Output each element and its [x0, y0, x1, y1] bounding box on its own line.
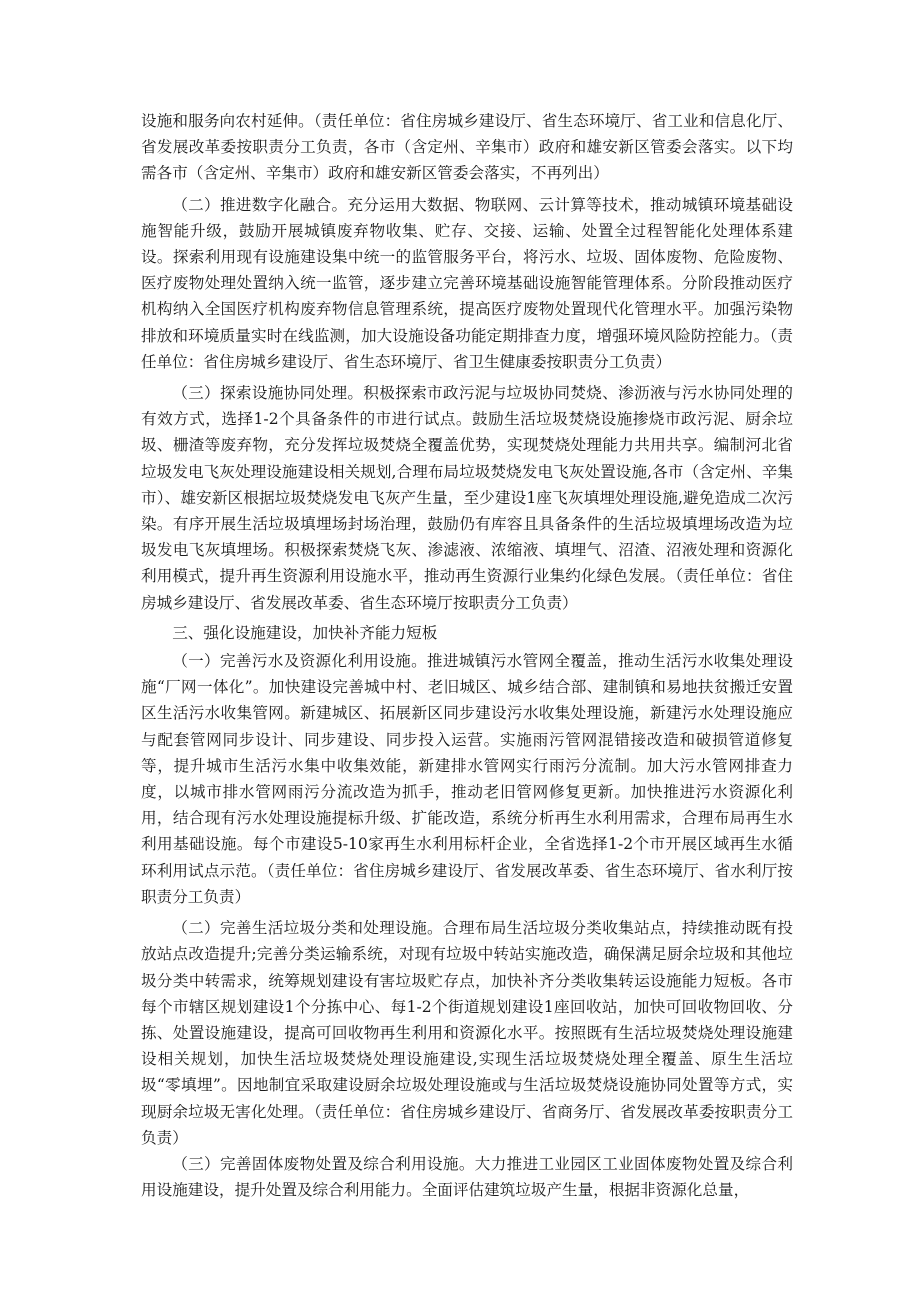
paragraph-solid-waste: （三）完善固体废物处置及综合利用设施。大力推进工业园区工业固体废物处置及综合利用设施建设，提升处置及综合利用能力。全面评估建筑垃圾产生量，根据非资源化总量，	[141, 1154, 793, 1200]
paragraph-digital-integration: （二）推进数字化融合。充分运用大数据、物联网、云计算等技术，推动城镇环境基础设施智能升级，鼓励开展城镇废弃物收集、贮存、交接、运输、处置全过程智能化处理体系建设。探索利用现有设施建设集中统一的监管服务平台，将污水、垃圾、固体废物、危险废物、医疗废物处理处置纳入统一监管，逐步建立完善环境基础设施智能管理体系。分阶段推动医疗机构纳入全国医疗机构废弃物信息管理系统，提高医疗废物处置现代化管理水平。加强污染物排放和环境质量实时在线监测，加大设施设备功能定期排查力度，增强环境风险防控能力。（责任单位：省住房城乡建设厅、省生态环境厅、省卫生健康委按职责分工负责）	[141, 195, 793, 371]
paragraph-sewage-facilities: （一）完善污水及资源化利用设施。推进城镇污水管网全覆盖，推动生活污水收集处理设施“厂网一体化”。加快建设完善城中村、老旧城区、城乡结合部、建制镇和易地扶贫搬迁安置区生活污水收集管网。新建城区、拓展新区同步建设污水收集处理设施，新建污水处理设施应与配套管网同步设计、同步建设、同步投入运营。实施雨污管网混错接改造和破损管道修复等，提升城市生活污水集中收集效能，新建排水管网实行雨污分流制。加大污水管网排查力度，以城市排水管网雨污分流改造为抓手，推动老旧管网修复更新。加快推进污水资源化利用，结合现有污水处理设施提标升级、扩能改造，系统分析再生水利用需求，合理布局再生水利用基础设施。每个市建设5-10家再生水利用标杆企业，全省选择1-2个市开展区域再生水循环利用试点示范。（责任单位：省住房城乡建设厅、省发展改革委、省生态环境厅、省水利厅按职责分工负责）	[141, 652, 793, 906]
paragraph-facility-coprocessing: （三）探索设施协同处理。积极探索市政污泥与垃圾协同焚烧、渗沥液与污水协同处理的有效方式，选择1-2个具备条件的市进行试点。鼓励生活垃圾焚烧设施掺烧市政污泥、厨余垃圾、栅渣等废弃物，充分发挥垃圾焚烧全覆盖优势，实现焚烧处理能力共用共享。编制河北省垃圾发电飞灰处理设施建设相关规划,合理布局垃圾焚烧发电飞灰处置设施,各市（含定州、辛集市）、雄安新区根据垃圾焚烧发电飞灰产生量，至少建设1座飞灰填埋处理设施,避免造成二次污染。有序开展生活垃圾填埋场封场治理，鼓励仍有库容且具备条件的生活垃圾填埋场改造为垃圾发电飞灰填埋场。积极探索焚烧飞灰、渗滤液、浓缩液、填埋气、沼渣、沼液处理和资源化利用模式，提升再生资源利用设施水平，推动再生资源行业集约化绿色发展。（责任单位：省住房城乡建设厅、省发展改革委、省生态环境厅按职责分工负责）	[141, 384, 793, 612]
document-body	[141, 108, 793, 1203]
section-heading-3: 三、强化设施建设，加快补齐能力短板	[172, 623, 438, 642]
paragraph-garbage-sorting: （二）完善生活垃圾分类和处理设施。合理布局生活垃圾分类收集站点，持续推动既有投放站点改造提升;完善分类运输系统，对现有垃圾中转站实施改造，确保满足厨余垃圾和其他垃圾分类中转需求，统筹规划建设有害垃圾贮存点，加快补齐分类收集转运设施能力短板。各市每个市辖区规划建设1个分拣中心、每1-2个街道规划建设1座回收站，加快可回收物回收、分拣、处置设施建设，提高可回收物再生利用和资源化水平。按照既有生活垃圾焚烧处理设施建设相关规划，加快生活垃圾焚烧处理设施建设,实现生活垃圾焚烧处理全覆盖、原生生活垃圾“零填埋”。因地制宜采取建设厨余垃圾处理设施或与生活垃圾焚烧设施协同处置等方式，实现厨余垃圾无害化处理。（责任单位：省住房城乡建设厅、省商务厅、省发展改革委按职责分工负责）	[141, 919, 793, 1147]
paragraph-continuation: 设施和服务向农村延伸。（责任单位：省住房城乡建设厅、省生态环境厅、省工业和信息化厅、省发展改革委按职责分工负责，各市（含定州、辛集市）政府和雄安新区管委会落实。以下均需各市（含定州、辛集市）政府和雄安新区管委会落实，不再列出）	[141, 112, 793, 183]
